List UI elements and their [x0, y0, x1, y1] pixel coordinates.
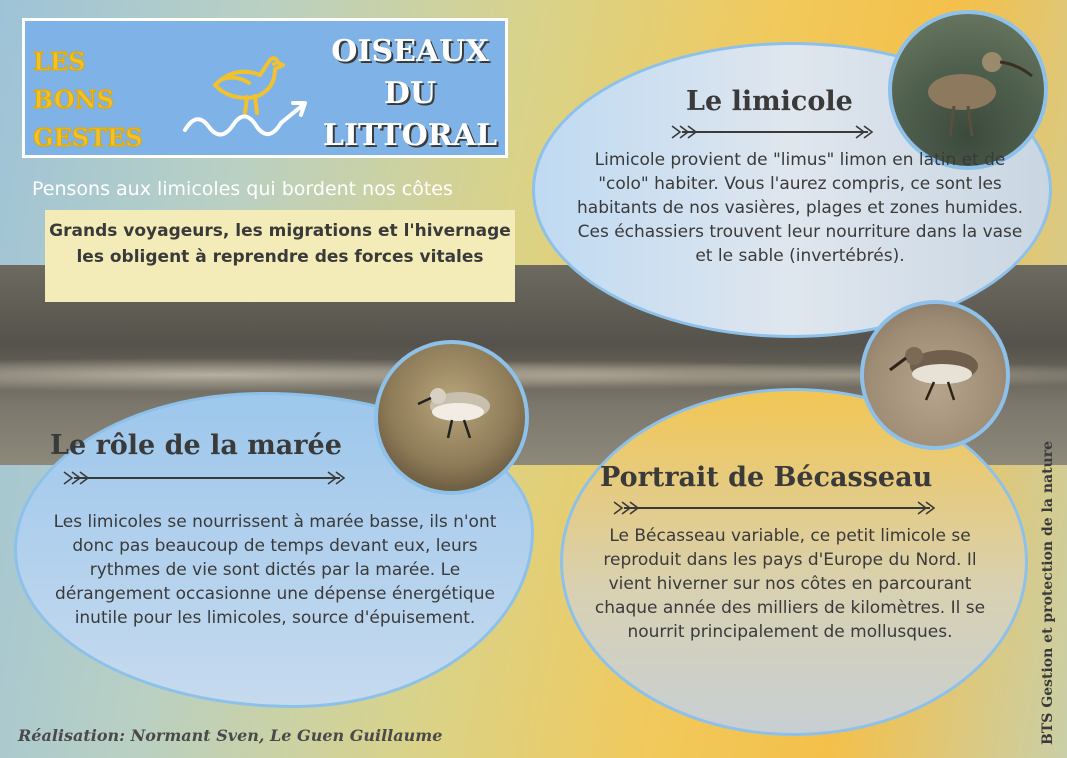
limicole-title: Le limicole: [686, 86, 853, 117]
curlew-photo: [888, 10, 1048, 170]
side-label: BTS Gestion et protection de la nature: [1040, 441, 1056, 745]
maree-body: Les limicoles se nourrissent à marée basse, ils n'ont donc pas beaucoup de temps devant eux, leurs rythmes de vie sont dictés par la marée. Le dérangement occasionne une dépense énergétique inutile pour les limicoles, source d'épuisement.: [53, 512, 497, 628]
title-box: [22, 18, 508, 158]
arrow-divider-icon: [612, 500, 942, 516]
bird-icon: [175, 35, 315, 145]
right-title-line: OISEAUX: [331, 34, 489, 69]
left-title-line: BONS: [33, 85, 114, 114]
left-title-line: LES: [33, 47, 86, 76]
credit: Réalisation: Normant Sven, Le Guen Guillaume: [18, 726, 443, 745]
right-title-line: DU: [383, 76, 437, 111]
left-title: [33, 43, 183, 157]
portrait-body: Le Bécasseau variable, ce petit limicole se reproduit dans les pays d'Europe du Nord. Il vient hiverner sur nos côtes en parcourant chaque année des milliers de kilomètres. Il se nourrit principalement de mollusques.: [594, 526, 986, 642]
maree-title: Le rôle de la marée: [50, 430, 342, 461]
subtitle: Pensons aux limicoles qui bordent nos côtes: [32, 178, 453, 200]
arrow-divider-icon: [670, 124, 880, 140]
arrow-divider-icon: [62, 470, 352, 486]
sanderling-photo: [374, 340, 529, 495]
dunlin-photo: [860, 300, 1010, 450]
right-title-line: LITTORAL: [322, 118, 498, 153]
limicole-body: Limicole provient de "limus" limon en latin et de "colo" habiter. Vous l'aurez compris, ce sont les habitants de nos vasières, plages et zones humides. Ces échassiers trouvent leur nourriture dans la vase et le sable (invertébrés).: [577, 150, 1023, 266]
portrait-title: Portrait de Bécasseau: [600, 462, 933, 493]
highlight-text: Grands voyageurs, les migrations et l'hivernage les obligent à reprendre des forces vitales: [49, 221, 511, 267]
left-title-line: GESTES: [33, 123, 143, 152]
right-title: [315, 31, 505, 157]
